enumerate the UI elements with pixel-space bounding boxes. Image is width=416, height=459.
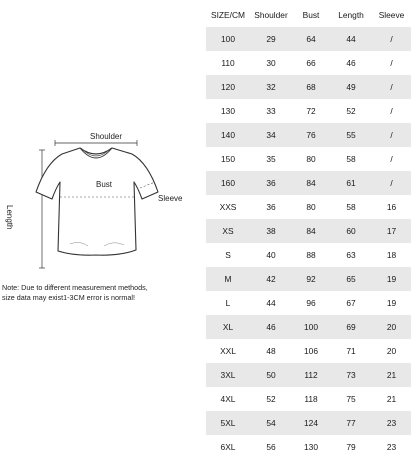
table-row (206, 195, 411, 219)
header-length: Length (330, 3, 372, 27)
cell-bust: 92 (292, 267, 330, 291)
cell-length: 67 (330, 291, 372, 315)
cell-sleeve: 16 (372, 195, 411, 219)
cell-sleeve: / (372, 75, 411, 99)
cell-size: 160 (206, 171, 250, 195)
cell-bust: 118 (292, 387, 330, 411)
cell-size: 3XL (206, 363, 250, 387)
cell-shoulder: 48 (250, 339, 292, 363)
cell-length: 49 (330, 75, 372, 99)
cell-bust: 64 (292, 27, 330, 51)
cell-shoulder: 33 (250, 99, 292, 123)
cell-size: 120 (206, 75, 250, 99)
cell-length: 61 (330, 171, 372, 195)
sleeve-label: Sleeve (158, 194, 183, 203)
table-row (206, 27, 411, 51)
cell-length: 44 (330, 27, 372, 51)
cell-sleeve: 17 (372, 219, 411, 243)
table-row (206, 75, 411, 99)
cell-length: 71 (330, 339, 372, 363)
cell-size: 130 (206, 99, 250, 123)
table-row (206, 243, 411, 267)
cell-bust: 80 (292, 195, 330, 219)
cell-bust: 100 (292, 315, 330, 339)
cell-bust: 96 (292, 291, 330, 315)
cell-size: 150 (206, 147, 250, 171)
table-row (206, 267, 411, 291)
cell-sleeve: 21 (372, 363, 411, 387)
cell-shoulder: 29 (250, 27, 292, 51)
cell-bust: 124 (292, 411, 330, 435)
cell-length: 46 (330, 51, 372, 75)
cell-size: L (206, 291, 250, 315)
table-row (206, 171, 411, 195)
cell-shoulder: 56 (250, 435, 292, 459)
cell-shoulder: 36 (250, 171, 292, 195)
cell-sleeve: 23 (372, 435, 411, 459)
tshirt-icon (0, 0, 205, 416)
table-row (206, 291, 411, 315)
cell-shoulder: 32 (250, 75, 292, 99)
cell-size: XL (206, 315, 250, 339)
cell-shoulder: 44 (250, 291, 292, 315)
cell-sleeve: 18 (372, 243, 411, 267)
cell-length: 69 (330, 315, 372, 339)
cell-sleeve: / (372, 51, 411, 75)
cell-bust: 84 (292, 171, 330, 195)
shoulder-label: Shoulder (90, 132, 123, 141)
table-row (206, 315, 411, 339)
cell-length: 73 (330, 363, 372, 387)
cell-size: M (206, 267, 250, 291)
cell-bust: 130 (292, 435, 330, 459)
header-size: SIZE/CM (206, 3, 250, 27)
cell-shoulder: 30 (250, 51, 292, 75)
cell-length: 58 (330, 147, 372, 171)
cell-length: 77 (330, 411, 372, 435)
cell-sleeve: 20 (372, 315, 411, 339)
cell-bust: 66 (292, 51, 330, 75)
cell-shoulder: 52 (250, 387, 292, 411)
cell-bust: 106 (292, 339, 330, 363)
measurement-diagram-panel (0, 0, 205, 416)
cell-size: S (206, 243, 250, 267)
cell-length: 63 (330, 243, 372, 267)
cell-length: 79 (330, 435, 372, 459)
bust-label: Bust (96, 180, 113, 189)
cell-bust: 112 (292, 363, 330, 387)
table-row (206, 411, 411, 435)
cell-sleeve: 19 (372, 291, 411, 315)
size-table-container (206, 3, 411, 452)
size-table (206, 3, 411, 459)
cell-bust: 80 (292, 147, 330, 171)
cell-sleeve: 19 (372, 267, 411, 291)
cell-sleeve: 20 (372, 339, 411, 363)
table-header-row (206, 3, 411, 27)
cell-shoulder: 50 (250, 363, 292, 387)
measurement-note (2, 283, 202, 303)
cell-bust: 68 (292, 75, 330, 99)
cell-sleeve: 21 (372, 387, 411, 411)
cell-size: XXL (206, 339, 250, 363)
note-line-1: Note: Due to different measurement methods, (2, 283, 148, 292)
cell-length: 58 (330, 195, 372, 219)
cell-length: 65 (330, 267, 372, 291)
table-row (206, 219, 411, 243)
table-row (206, 387, 411, 411)
cell-shoulder: 46 (250, 315, 292, 339)
cell-bust: 84 (292, 219, 330, 243)
table-row (206, 435, 411, 459)
table-row (206, 123, 411, 147)
cell-shoulder: 54 (250, 411, 292, 435)
cell-length: 52 (330, 99, 372, 123)
cell-size: 140 (206, 123, 250, 147)
cell-shoulder: 34 (250, 123, 292, 147)
cell-length: 75 (330, 387, 372, 411)
table-row (206, 147, 411, 171)
cell-sleeve: / (372, 27, 411, 51)
cell-size: 5XL (206, 411, 250, 435)
cell-sleeve: / (372, 99, 411, 123)
cell-shoulder: 35 (250, 147, 292, 171)
cell-shoulder: 42 (250, 267, 292, 291)
cell-size: 110 (206, 51, 250, 75)
table-row (206, 339, 411, 363)
cell-sleeve: 23 (372, 411, 411, 435)
cell-sleeve: / (372, 123, 411, 147)
table-row (206, 363, 411, 387)
note-line-2: size data may exist1-3CM error is normal! (2, 293, 136, 302)
cell-shoulder: 36 (250, 195, 292, 219)
cell-length: 60 (330, 219, 372, 243)
cell-size: XS (206, 219, 250, 243)
cell-shoulder: 40 (250, 243, 292, 267)
cell-length: 55 (330, 123, 372, 147)
header-shoulder: Shoulder (250, 3, 292, 27)
cell-bust: 72 (292, 99, 330, 123)
cell-size: XXS (206, 195, 250, 219)
cell-sleeve: / (372, 171, 411, 195)
cell-size: 4XL (206, 387, 250, 411)
cell-bust: 76 (292, 123, 330, 147)
header-sleeve: Sleeve (372, 3, 411, 27)
cell-sleeve: / (372, 147, 411, 171)
cell-shoulder: 38 (250, 219, 292, 243)
table-row (206, 51, 411, 75)
cell-bust: 88 (292, 243, 330, 267)
header-bust: Bust (292, 3, 330, 27)
table-row (206, 99, 411, 123)
cell-size: 100 (206, 27, 250, 51)
length-label: Length (5, 205, 14, 230)
cell-size: 6XL (206, 435, 250, 459)
